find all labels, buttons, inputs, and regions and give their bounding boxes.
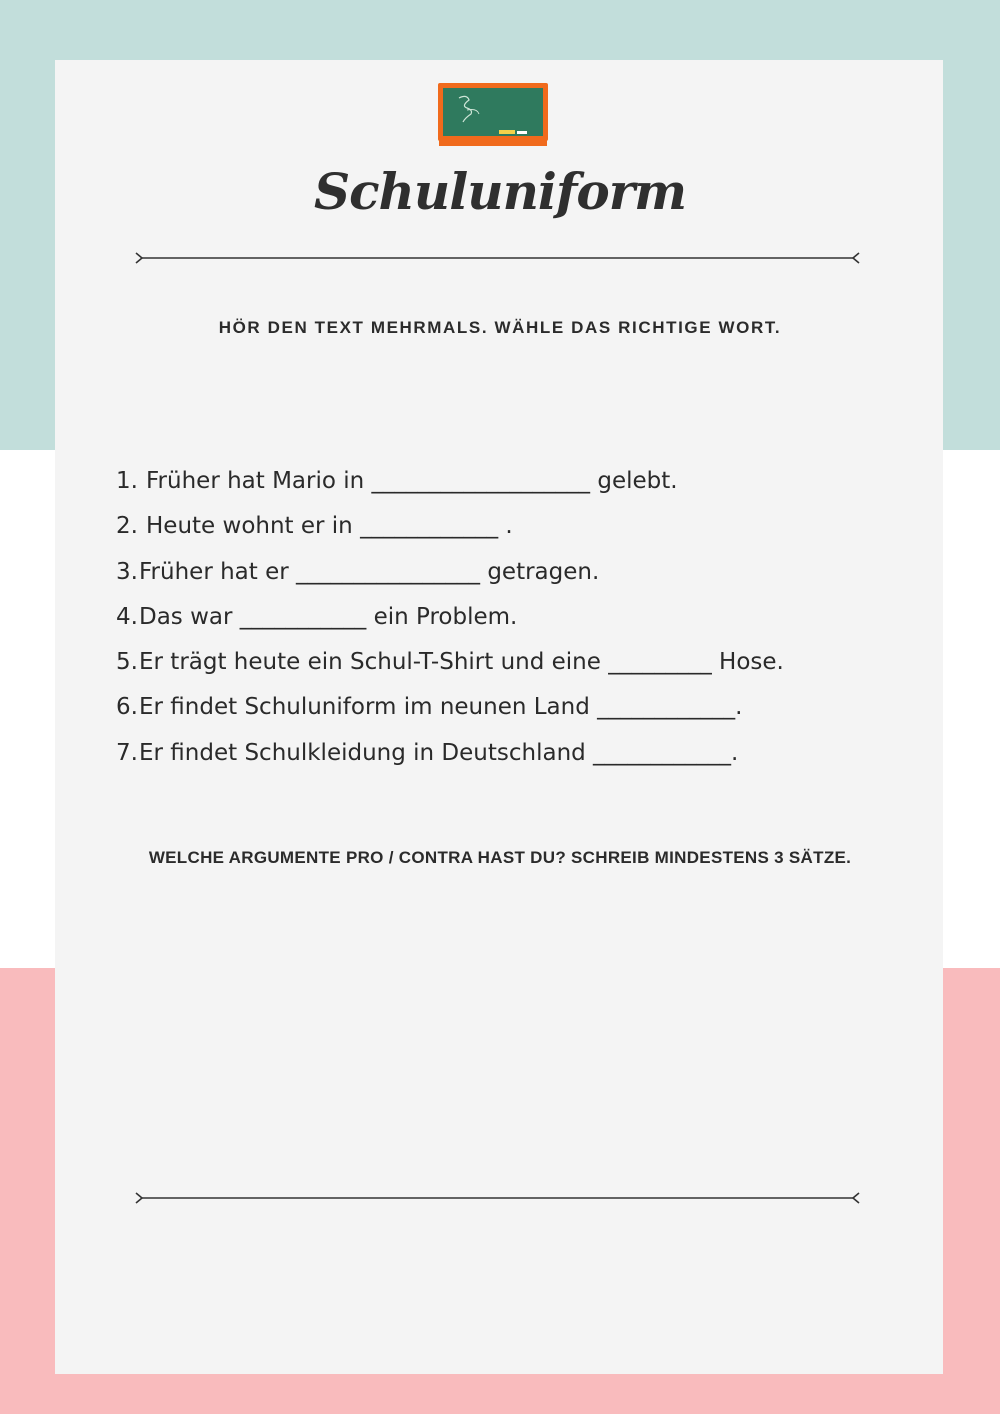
question-number: 3. (116, 558, 138, 585)
question-number: 5. (116, 649, 138, 676)
question-item (112, 649, 902, 694)
question-number: 6. (116, 694, 138, 721)
question-item (112, 694, 902, 739)
chalkboard-icon (437, 82, 549, 148)
question-text: Früher hat er ________________ getragen. (139, 558, 600, 585)
question-number: 1. (116, 468, 138, 494)
question-number: 2. (116, 513, 138, 540)
question-text: Er trägt heute ein Schul-T-Shirt und eine _________ Hose. (139, 649, 784, 676)
question-text: Heute wohnt er in ____________ . (146, 513, 513, 540)
question-text: Er findet Schuluniform im neunen Land ____________. (139, 694, 743, 721)
instruction-listen: HÖR DEN TEXT MEHRMALS. WÄHLE DAS RICHTIGE WORT. (218, 318, 782, 337)
question-number: 7. (116, 739, 138, 766)
question-text: Früher hat Mario in ___________________ gelebt. (146, 468, 678, 494)
question-item (112, 604, 902, 649)
question-number: 4. (116, 603, 138, 630)
question-list (112, 468, 902, 785)
instruction-write: WELCHE ARGUMENTE PRO / CONTRA HAST DU? SCHREIB MINDESTENS 3 SÄTZE. (148, 848, 852, 867)
question-item (112, 513, 902, 558)
divider-bottom (135, 1192, 860, 1204)
question-text: Das war ___________ ein Problem. (139, 603, 518, 630)
page-title: Schuluniform (313, 162, 687, 221)
divider-top (135, 252, 860, 264)
question-item (112, 740, 902, 785)
question-item (112, 559, 902, 604)
question-item (112, 468, 902, 513)
question-text: Er findet Schulkleidung in Deutschland ____________. (139, 739, 739, 766)
